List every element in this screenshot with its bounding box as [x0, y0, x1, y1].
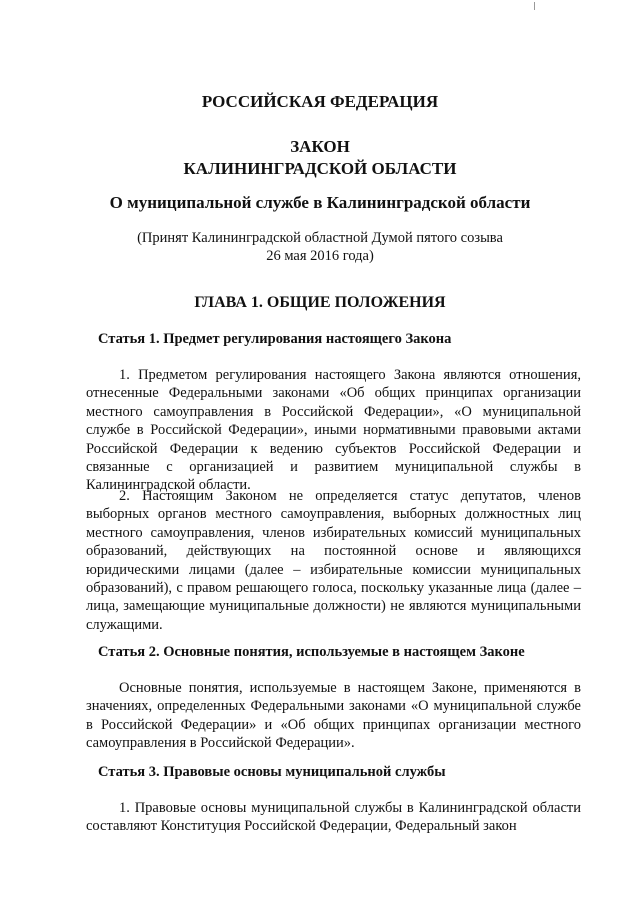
law-heading: ЗАКОН: [290, 137, 350, 156]
scan-mark: [534, 2, 535, 10]
adoption-note: [0, 229, 640, 265]
adoption-note-line-1: (Принят Калининградской областной Думой пятого созыва: [137, 230, 503, 246]
chapter-1-title: ГЛАВА 1. ОБЩИЕ ПОЛОЖЕНИЯ: [194, 294, 446, 311]
article-1-title: Статья 1. Предмет регулирования настоящего Закона: [98, 331, 452, 347]
article-1-paragraph-1: 1. Предметом регулирования настоящего Закона являются отношения, отнесенные Федеральными законами «Об общих принципах организации местного самоуправления в Российской Федерации», «О муниципальной службе в Российской Федерации», иными нормативными правовыми актами Российской Федерации к ведению субъектов Российской Федерации и связанные с организацией и развитием муниципальной службы в Калининградской области.: [86, 367, 581, 494]
article-3-paragraph-1: 1. Правовые основы муниципальной службы в Калининградской области составляют Конституция Российской Федерации, Федеральный закон: [86, 800, 581, 835]
law-title: О муниципальной службе в Калининградской области: [109, 193, 531, 212]
article-2-paragraph-1: Основные понятия, используемые в настоящем Законе, применяются в значениях, определенных Федеральными законами «О муниципальной службе в Российской Федерации» и «Об общих принципах организации местного самоуправления в Российской Федерации».: [86, 680, 581, 752]
article-3-title: Статья 3. Правовые основы муниципальной службы: [98, 764, 446, 780]
region-heading: КАЛИНИНГРАДСКОЙ ОБЛАСТИ: [183, 159, 457, 178]
article-1-paragraph-2: 2. Настоящим Законом не определяется статус депутатов, членов выборных органов местного самоуправления, выборных должностных лиц местного самоуправления, членов избирательных комиссий муниципальных образований, действующих на постоянной основе и являющихся юридическими лицами (далее – избирательные комиссии муниципальных образований), с правом решающего голоса, поскольку указанные лица (далее – лица, замещающие муниципальные должности) не являются муниципальными служащими.: [86, 488, 581, 633]
article-2-title: Статья 2. Основные понятия, используемые в настоящем Законе: [98, 644, 525, 660]
adoption-note-line-2: 26 мая 2016 года): [266, 248, 374, 264]
federation-heading: РОССИЙСКАЯ ФЕДЕРАЦИЯ: [201, 92, 439, 111]
